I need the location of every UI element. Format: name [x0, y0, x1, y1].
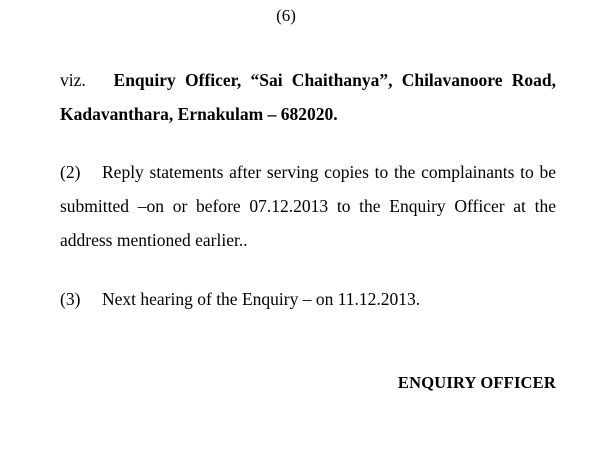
- page-number: (6): [276, 6, 296, 25]
- viz-prefix: viz.: [60, 70, 86, 90]
- item-text: Next hearing of the Enquiry – on 11.12.2013.: [102, 289, 421, 309]
- viz-paragraph: [60, 63, 556, 131]
- item-number: (3): [60, 289, 81, 309]
- item-text: Reply statements after serving copies to the complainants to be submitted –on or before 07.12.2013 to the Enquiry Officer at the address mentioned earlier..: [60, 162, 556, 250]
- item-number: (2): [60, 162, 81, 182]
- enquiry-officer-address: Enquiry Officer, “Sai Chaithanya”, Chilavanoore Road, Kadavanthara, Ernakulam – 682020.: [60, 70, 556, 124]
- list-item: [60, 282, 556, 316]
- signature-title: ENQUIRY OFFICER: [397, 373, 556, 392]
- list-item: [60, 155, 556, 257]
